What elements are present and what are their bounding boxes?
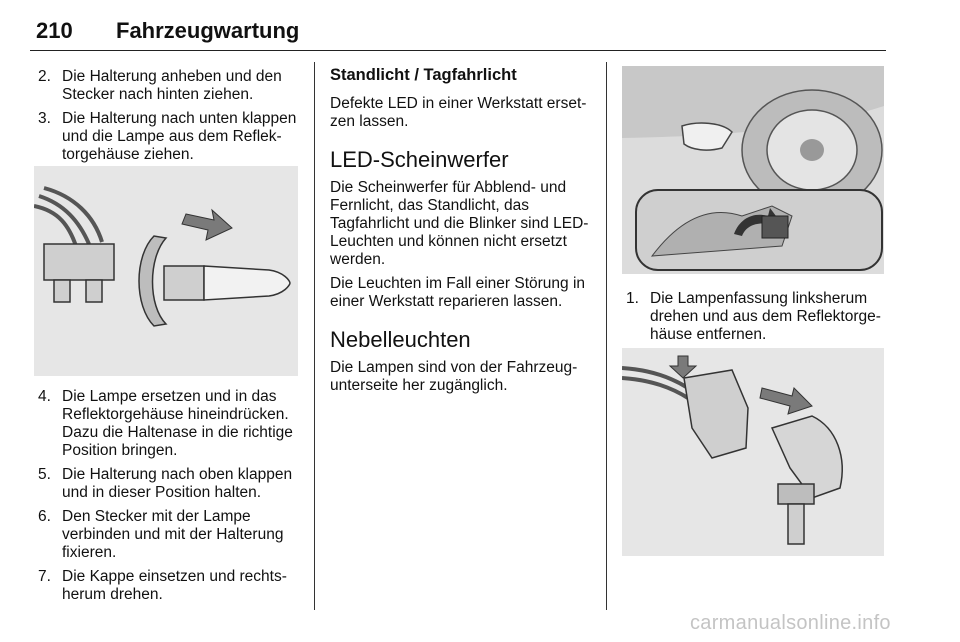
figure-fog-lamp-location bbox=[622, 66, 884, 274]
list-item: 6. Den Stecker mit der Lampe verbinden und mit der Halterung fixieren. bbox=[38, 508, 284, 561]
page-number: 210 bbox=[36, 18, 73, 43]
paragraph: Die Lampen sind von der Fahrzeug-unterseite her zugänglich. bbox=[330, 359, 578, 394]
bulb-holder-drawing bbox=[34, 166, 298, 376]
fog-lamp-bulb-drawing bbox=[622, 348, 884, 556]
column-divider bbox=[314, 62, 315, 610]
column-2 bbox=[330, 66, 596, 401]
fog-lamp-drawing bbox=[622, 66, 884, 274]
paragraph: Defekte LED in einer Werkstatt erset-zen lassen. bbox=[330, 95, 587, 130]
figure-fog-lamp-bulb bbox=[622, 348, 884, 556]
page-title: Fahrzeugwartung bbox=[116, 18, 300, 43]
paragraph: Die Scheinwerfer für Abblend- und Fernlicht, das Standlicht, das Tagfahrlicht und die Blinker sind LED-Leuchten und können nicht ersetzt werden. bbox=[330, 179, 589, 268]
paragraph: Die Leuchten im Fall einer Störung in einer Werkstatt reparieren lassen. bbox=[330, 275, 586, 310]
list-item: 7. Die Kappe einsetzen und rechts-herum drehen. bbox=[38, 568, 287, 603]
section-heading-standlicht: Standlicht / Tagfahrlicht bbox=[330, 66, 517, 84]
section-heading-led-scheinwerfer: LED-Scheinwerfer bbox=[330, 147, 509, 172]
column-divider bbox=[606, 62, 607, 610]
figure-h7-bulb-illustration bbox=[34, 166, 298, 376]
list-item: 4. Die Lampe ersetzen und in das Reflektorgehäuse hineindrücken. Dazu die Haltenase in die richtige Position bringen. bbox=[38, 388, 293, 459]
watermark: carmanualsonline.info bbox=[690, 612, 891, 634]
section-heading-nebelleuchten: Nebelleuchten bbox=[330, 327, 471, 352]
steps-list-bottom bbox=[38, 388, 300, 610]
steps-list-top bbox=[38, 68, 300, 170]
list-item: 1. Die Lampenfassung linksherum drehen und aus dem Reflektorge-häuse entfernen. bbox=[626, 290, 881, 343]
list-item: 3. Die Halterung nach unten klappen und die Lampe aus dem Reflek-torgehäuse ziehen. bbox=[38, 110, 297, 163]
list-item: 5. Die Halterung nach oben klappen und in dieser Position halten. bbox=[38, 466, 293, 501]
page-header bbox=[30, 14, 886, 51]
list-item: 2. Die Halterung anheben und den Stecker nach hinten ziehen. bbox=[38, 68, 282, 103]
steps-list-col3 bbox=[626, 290, 888, 350]
